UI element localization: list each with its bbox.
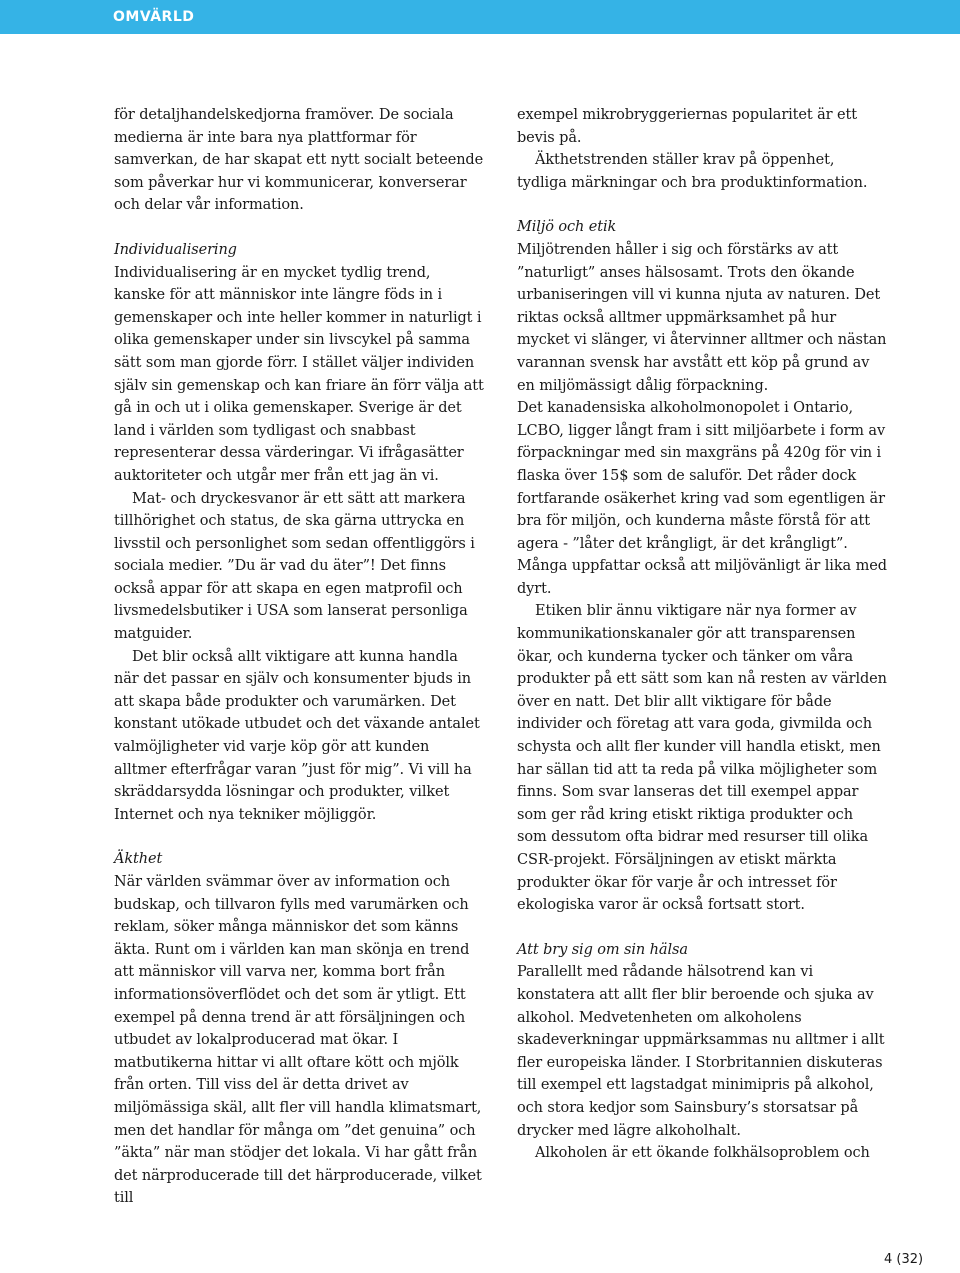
section-header-bar (0, 0, 960, 34)
paragraph: Äkthetstrenden ställer krav på öppenhet, tydliga märkningar och bra produktinformation. (517, 152, 868, 191)
paragraph: för detaljhandelskedjorna framöver. De sociala medierna är inte bara nya plattformar för samverkan, de har skapat ett nytt socialt beteende som påverkar hur vi kommunicerar, konverserar och delar vår information. (114, 107, 484, 214)
paragraph: När världen svämmar över av information och budskap, och tillvaron fylls med varumärken och reklam, söker många människor det som känns äkta. Runt om i världen kan man skönja en trend att människor vill varva ner, komma bort från informationsöverflödet och det som är ytligt. Ett exempel på denna trend är att försäljningen och utbudet av lokalproducerad mat ökar. I matbutikerna hittar vi allt oftare kött och mjölk från orten. Till viss del är detta drivet av miljömässiga skäl, allt fler vill handla klimatsmart, men det handlar för många om ”det genuina” och ”äkta” när man stödjer det lokala. Vi har gått från det närproducerade till det härproducerade, vilket till (114, 874, 482, 1207)
paragraph: Miljötrenden håller i sig och förstärks av att ”naturligt” anses hälsosamt. Trots den ökande urbaniseringen vill vi kunna njuta av naturen. Det riktas också alltmer uppmärksamhet på hur mycket vi slänger, vi återvinner alltmer och nästan varannan svensk har avstått ett köp på grund av en miljömässigt dålig förpackning. (517, 241, 887, 394)
paragraph: Mat- och dryckesvanor är ett sätt att markera tillhörighet och status, de ska gärna uttrycka en livsstil och personlighet som sedan offentliggörs i sociala medier. ”Du är vad du äter”! Det finns också appar för att skapa en egen matprofil och livsmedelsbutiker i USA som lanserat personliga matguider. (114, 490, 475, 643)
section-heading-akthet: Äkthet (114, 851, 163, 868)
paragraph: Det blir också allt viktigare att kunna handla när det passar en själv och konsumenter bjuds in att skapa både produkter och varumärken. Det konstant utökade utbudet och det växande antalet valmöjligheter vid varje köp gör att kunden alltmer efterfrågar varan ”just för mig”. Vi vill ha skräddarsydda lösningar och produkter, vilket Internet och nya tekniker möjliggör. (114, 648, 480, 823)
paragraph: Etiken blir ännu viktigare när nya former av kommunikationskanaler gör att transparensen ökar, och kunderna tycker och tänker om våra produkter på ett sätt som kan nå resten av världen över en natt. Det blir allt viktigare för både individer och företag att vara goda, givmilda och schysta och allt fler kunder vill handla etiskt, men har sällan tid att ta reda på vilka möjligheter som finns. Som svar lanseras det till exempel appar som ger råd kring etiskt riktiga produkter och som dessutom ofta bidrar med resurser till olika CSR-projekt. Försäljningen av etiskt märkta produkter ökar för varje år och intresset för ekologiska varor är också fortsatt stort. (517, 603, 887, 914)
page-number: 4 (32) (884, 1252, 924, 1267)
paragraph: Alkoholen är ett ökande folkhälsoproblem och (535, 1145, 870, 1162)
right-column (517, 104, 887, 1165)
paragraph: Det kanadensiska alkoholmonopolet i Ontario, LCBO, ligger långt fram i sitt miljöarbete i form av förpackningar med sin maxgräns på 420g för vin i flaska över 15$ som de saluför. Det råder dock fortfarande osäkerhet kring vad som egentligen är bra för miljön, och kunderna måste förstå för att agera - ”låter det krångligt, är det krångligt”. Många uppfattar också att miljövänligt är lika med dyrt. (517, 400, 887, 597)
section-heading-miljo-och-etik: Miljö och etik (517, 219, 617, 236)
section-heading-individualisering: Individualisering (114, 241, 237, 258)
paragraph: exempel mikrobryggeriernas popularitet är ett bevis på. (517, 107, 857, 146)
paragraph: Individualisering är en mycket tydlig trend, kanske för att människor inte längre föds in i gemenskaper och inte heller kommer in naturligt i olika gemenskaper under sin livscykel på samma sätt som man gjorde förr. I stället väljer individen själv sin gemenskap och kan friare än förr välja att gå in och ut i olika gemenskaper. Sverige är det land i världen som tydligast och snabbast representerar dessa värderingar. Vi ifrågasätter auktoriteter och utgår mer från ett jag än vi. (114, 264, 484, 484)
left-column (114, 104, 484, 1210)
paragraph: Parallellt med rådande hälsotrend kan vi konstatera att allt fler blir beroende och sjuka av alkohol. Medvetenheten om alkoholens skadeverkningar uppmärksammas nu alltmer i allt fler europeiska länder. I Storbritannien diskuteras till exempel ett lagstadgat minimipris på alkohol, och stora kedjor som Sainsbury’s storsatsar på drycker med lägre alkoholhalt. (517, 964, 885, 1139)
section-heading-halsa: Att bry sig om sin hälsa (517, 941, 688, 958)
section-label: OMVÄRLD (113, 9, 195, 25)
